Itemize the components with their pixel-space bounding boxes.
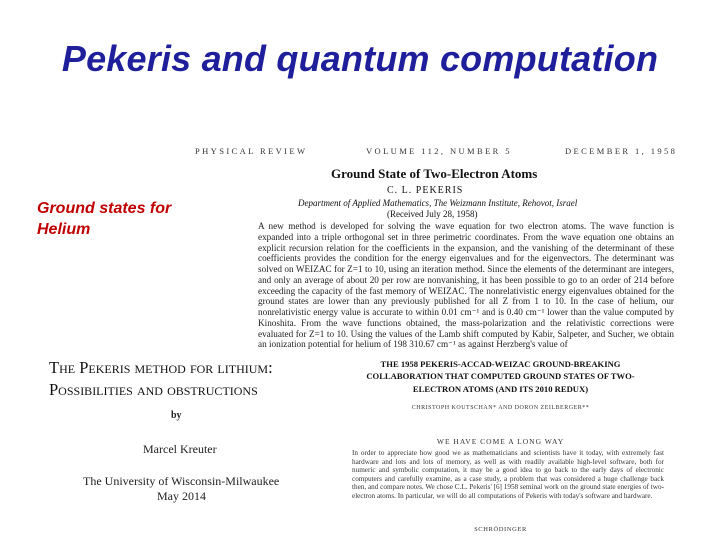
paper3-footer: SCHRÖDINGER: [474, 526, 527, 533]
paper3-title: THE 1958 PEKERIS-ACCAD-WEIZAC GROUND-BREAKING COLLABORATION THAT COMPUTED GROUND STATES OF TWO-ELECTRON ATOMS (AND ITS 2010 REDUX): [366, 359, 635, 394]
journal-volume: VOLUME 112, NUMBER 5: [366, 146, 512, 156]
paper2-university: The University of Wisconsin-Milwaukee: [83, 474, 280, 488]
paper2-title-line-2: Possibilities and obstructions: [49, 380, 258, 399]
paper1-affiliation: Department of Applied Mathematics, The Weizmann Institute, Rehovot, Israel: [298, 198, 578, 208]
paper3-authors: CHRISTOPH KOUTSCHAN* AND DORON ZEILBERGER**: [411, 405, 590, 411]
paper3-section-heading: WE HAVE COME A LONG WAY: [436, 437, 565, 446]
paper1-abstract: A new method is developed for solving the wave equation for two electron atoms. The wave function is expanded into a triple orthogonal set in three perimetric coordinates. From the wave equation one obtains an explicit recursion relation for the coefficients in the expansion, and the vanishing of the determinant of these coefficients provides the condition for the energy eigenvalues and for the eigenvectors. The determinant was solved on WEIZAC for Z=1 to 10, using an iteration method. Since the elements of the determinant are integers, and only an average of about 20 per row are nonvanishing, it has been possible to go to an order of 214 before exceeding the capacity of the fast memory of WEIZAC. The nonrelativistic energy eigenvalues obtained for the ground states are lower than any previously published for all Z from 1 to 10. In the case of helium, our nonrelativistic energy value is accurate to within 0.01 cm⁻¹ and is 0.40 cm⁻¹ lower than the value computed by Kinoshita. From the wave functions obtained, the mass-polarization and the relativistic corrections were evaluated for Z=1 to 10. Using the values of the Lamb shift computed by Kabir, Salpeter, and Sucher, we obtain an ionization potential for helium of 198 310.67 cm⁻¹ as against Herzberg's value of: [258, 221, 674, 350]
paper2-date: May 2014: [157, 489, 206, 503]
paper2-by: by: [171, 410, 182, 421]
paper1-author: C. L. PEKERIS: [387, 185, 464, 196]
side-label: [37, 198, 207, 240]
journal-date: DECEMBER 1, 1958: [565, 146, 678, 156]
paper3-body: In order to appreciate how good we as mathematicians and scientists have it today, with extremely fast hardware and lots and lots of memory, as well as with readily available high-level software, both for numeric and symbolic computation, it may be a good idea to go back to the early days of electronic computers and carefully examine, as a case study, a problem that was considered a huge challenge back then, and compare notes. We chose C.L. Pekeris' [6] 1958 seminal work on the ground state energies of two-electron atoms. In particular, we will do all computations of Pekeris with today's software and hardware.: [352, 449, 664, 500]
paper1-received: (Received July 28, 1958): [387, 209, 478, 219]
journal-name: PHYSICAL REVIEW: [195, 146, 308, 156]
paper2-author: Marcel Kreuter: [143, 442, 217, 456]
paper2-title: [49, 357, 273, 401]
side-label-line-2: Helium: [37, 221, 91, 238]
side-label-line-1: Ground states for: [37, 200, 172, 217]
paper1-title: Ground State of Two-Electron Atoms: [331, 166, 538, 181]
paper2-title-line-1: The Pekeris method for lithium:: [49, 358, 273, 377]
slide-title: Pekeris and quantum computation: [61, 38, 659, 79]
